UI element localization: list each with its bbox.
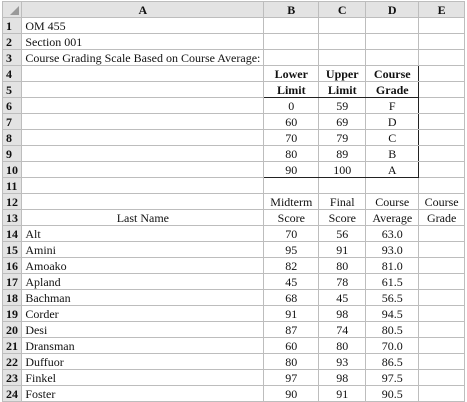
row-header-13[interactable]: 13 [3,210,22,226]
row-header-3[interactable]: 3 [3,50,22,66]
cell-a5[interactable] [22,82,264,98]
cell-b18[interactable]: 68 [264,290,319,306]
cell-c16[interactable]: 80 [319,258,366,274]
cell-e16[interactable] [419,258,465,274]
cell-c8[interactable]: 79 [319,130,366,146]
cell-c15[interactable]: 91 [319,242,366,258]
cell-a17[interactable]: Apland [22,274,264,290]
select-all-corner[interactable] [3,2,22,18]
cell-b3[interactable] [264,50,319,66]
cell-b9[interactable]: 80 [264,146,319,162]
cell-a4[interactable] [22,66,264,82]
row-16 [3,258,465,274]
row-20 [3,322,465,338]
cell-c18[interactable]: 45 [319,290,366,306]
row-header-5[interactable]: 5 [3,82,22,98]
cell-a11[interactable] [22,178,264,194]
cell-e12[interactable]: Course [419,194,465,210]
cell-d10[interactable]: A [366,162,419,178]
cell-e19[interactable] [419,306,465,322]
cell-c14[interactable]: 56 [319,226,366,242]
column-header-c[interactable]: C [319,2,366,18]
cell-b12[interactable]: Midterm [264,194,319,210]
row-header-8[interactable]: 8 [3,130,22,146]
cell-c5[interactable]: Limit [319,82,366,98]
cell-e14[interactable] [419,226,465,242]
cell-e13[interactable]: Grade [419,210,465,226]
cell-e24[interactable] [419,386,465,402]
cell-b11[interactable] [264,178,319,194]
row-header-18[interactable]: 18 [3,290,22,306]
row-12 [3,194,465,210]
cell-d18[interactable]: 56.5 [366,290,419,306]
row-6 [3,98,465,114]
worksheet-grid [2,1,465,402]
cell-c23[interactable]: 98 [319,370,366,386]
column-header-e[interactable]: E [419,2,465,18]
cell-d19[interactable]: 94.5 [366,306,419,322]
cell-a10[interactable] [22,162,264,178]
cell-e2[interactable] [419,34,465,50]
cell-a20[interactable]: Desi [22,322,264,338]
cell-a18[interactable]: Bachman [22,290,264,306]
row-15 [3,242,465,258]
row-21 [3,338,465,354]
cell-e11[interactable] [419,178,465,194]
row-2 [3,34,465,50]
cell-d3[interactable] [366,50,419,66]
cell-c13[interactable]: Score [319,210,366,226]
cell-e17[interactable] [419,274,465,290]
cell-d20[interactable]: 80.5 [366,322,419,338]
cell-d12[interactable]: Course [366,194,419,210]
cell-b23[interactable]: 97 [264,370,319,386]
spreadsheet [2,1,465,399]
cell-e18[interactable] [419,290,465,306]
cell-c9[interactable]: 89 [319,146,366,162]
worksheet-body [3,18,465,402]
row-5 [3,82,465,98]
row-header-7[interactable]: 7 [3,114,22,130]
row-18 [3,290,465,306]
row-9 [3,146,465,162]
cell-b6[interactable]: 0 [264,98,319,114]
cell-c12[interactable]: Final [319,194,366,210]
cell-a6[interactable] [22,98,264,114]
cell-e22[interactable] [419,354,465,370]
cell-c1[interactable] [319,18,366,34]
cell-b1[interactable] [264,18,319,34]
cell-d23[interactable]: 97.5 [366,370,419,386]
cell-e20[interactable] [419,322,465,338]
row-1 [3,18,465,34]
cell-d1[interactable] [366,18,419,34]
cell-e21[interactable] [419,338,465,354]
row-header-14[interactable]: 14 [3,226,22,242]
column-header-d[interactable]: D [366,2,419,18]
row-header-22[interactable]: 22 [3,354,22,370]
cell-d5[interactable]: Grade [366,82,419,98]
row-11 [3,178,465,194]
cell-d4[interactable]: Course [366,66,419,82]
cell-c3[interactable] [319,50,366,66]
row-header-21[interactable]: 21 [3,338,22,354]
row-13 [3,210,465,226]
cell-c20[interactable]: 74 [319,322,366,338]
cell-e15[interactable] [419,242,465,258]
row-3 [3,50,465,66]
cell-b10[interactable]: 90 [264,162,319,178]
row-header-2[interactable]: 2 [3,34,22,50]
cell-a7[interactable] [22,114,264,130]
cell-d7[interactable]: D [366,114,419,130]
cell-a22[interactable]: Duffuor [22,354,264,370]
cell-a15[interactable]: Amini [22,242,264,258]
cell-d14[interactable]: 63.0 [366,226,419,242]
cell-c24[interactable]: 91 [319,386,366,402]
cell-b2[interactable] [264,34,319,50]
row-header-6[interactable]: 6 [3,98,22,114]
cell-e10[interactable] [419,162,465,178]
cell-a1[interactable]: OM 455 [22,18,264,34]
row-4 [3,66,465,82]
cell-c4[interactable]: Upper [319,66,366,82]
cell-e1[interactable] [419,18,465,34]
row-header-17[interactable]: 17 [3,274,22,290]
row-23 [3,370,465,386]
cell-a13[interactable]: Last Name [22,210,264,226]
row-header-15[interactable]: 15 [3,242,22,258]
cell-b24[interactable]: 90 [264,386,319,402]
row-header-1[interactable]: 1 [3,18,22,34]
cell-a8[interactable] [22,130,264,146]
column-header-a[interactable]: A [22,2,264,18]
column-header-b[interactable]: B [264,2,319,18]
row-17 [3,274,465,290]
cell-b14[interactable]: 70 [264,226,319,242]
cell-a14[interactable]: Alt [22,226,264,242]
cell-b16[interactable]: 82 [264,258,319,274]
cell-e5[interactable] [419,82,465,98]
row-header-16[interactable]: 16 [3,258,22,274]
cell-b21[interactable]: 60 [264,338,319,354]
row-19 [3,306,465,322]
cell-a23[interactable]: Finkel [22,370,264,386]
cell-b7[interactable]: 60 [264,114,319,130]
cell-b20[interactable]: 87 [264,322,319,338]
row-header-12[interactable]: 12 [3,194,22,210]
row-14 [3,226,465,242]
cell-d24[interactable]: 90.5 [366,386,419,402]
row-22 [3,354,465,370]
cell-a21[interactable]: Dransman [22,338,264,354]
cell-d13[interactable]: Average [366,210,419,226]
cell-e8[interactable] [419,130,465,146]
row-header-11[interactable]: 11 [3,178,22,194]
cell-d22[interactable]: 86.5 [366,354,419,370]
cell-a3[interactable]: Course Grading Scale Based on Course Average: [22,50,264,66]
cell-b8[interactable]: 70 [264,130,319,146]
cell-d8[interactable]: C [366,130,419,146]
cell-b15[interactable]: 95 [264,242,319,258]
cell-b22[interactable]: 80 [264,354,319,370]
cell-c19[interactable]: 98 [319,306,366,322]
row-header-19[interactable]: 19 [3,306,22,322]
cell-d15[interactable]: 93.0 [366,242,419,258]
row-header-9[interactable]: 9 [3,146,22,162]
cell-d17[interactable]: 61.5 [366,274,419,290]
cell-e7[interactable] [419,114,465,130]
cell-c10[interactable]: 100 [319,162,366,178]
row-24 [3,386,465,402]
cell-b19[interactable]: 91 [264,306,319,322]
cell-a2[interactable]: Section 001 [22,34,264,50]
cell-b5[interactable]: Limit [264,82,319,98]
cell-c6[interactable]: 59 [319,98,366,114]
cell-d2[interactable] [366,34,419,50]
cell-e3[interactable] [419,50,465,66]
cell-e6[interactable] [419,98,465,114]
cell-a16[interactable]: Amoako [22,258,264,274]
cell-c11[interactable] [319,178,366,194]
cell-e4[interactable] [419,66,465,82]
cell-c2[interactable] [319,34,366,50]
cell-b13[interactable]: Score [264,210,319,226]
cell-a19[interactable]: Corder [22,306,264,322]
cell-c21[interactable]: 80 [319,338,366,354]
cell-d6[interactable]: F [366,98,419,114]
row-8 [3,130,465,146]
cell-d16[interactable]: 81.0 [366,258,419,274]
cell-c7[interactable]: 69 [319,114,366,130]
cell-e23[interactable] [419,370,465,386]
row-header-23[interactable]: 23 [3,370,22,386]
cell-a24[interactable]: Foster [22,386,264,402]
cell-b17[interactable]: 45 [264,274,319,290]
row-10 [3,162,465,178]
row-header-20[interactable]: 20 [3,322,22,338]
cell-d21[interactable]: 70.0 [366,338,419,354]
cell-c22[interactable]: 93 [319,354,366,370]
row-header-4[interactable]: 4 [3,66,22,82]
cell-d11[interactable] [366,178,419,194]
cell-b4[interactable]: Lower [264,66,319,82]
cell-d9[interactable]: B [366,146,419,162]
cell-a12[interactable] [22,194,264,210]
cell-a9[interactable] [22,146,264,162]
cell-e9[interactable] [419,146,465,162]
row-header-10[interactable]: 10 [3,162,22,178]
row-header-24[interactable]: 24 [3,386,22,402]
row-7 [3,114,465,130]
cell-c17[interactable]: 78 [319,274,366,290]
